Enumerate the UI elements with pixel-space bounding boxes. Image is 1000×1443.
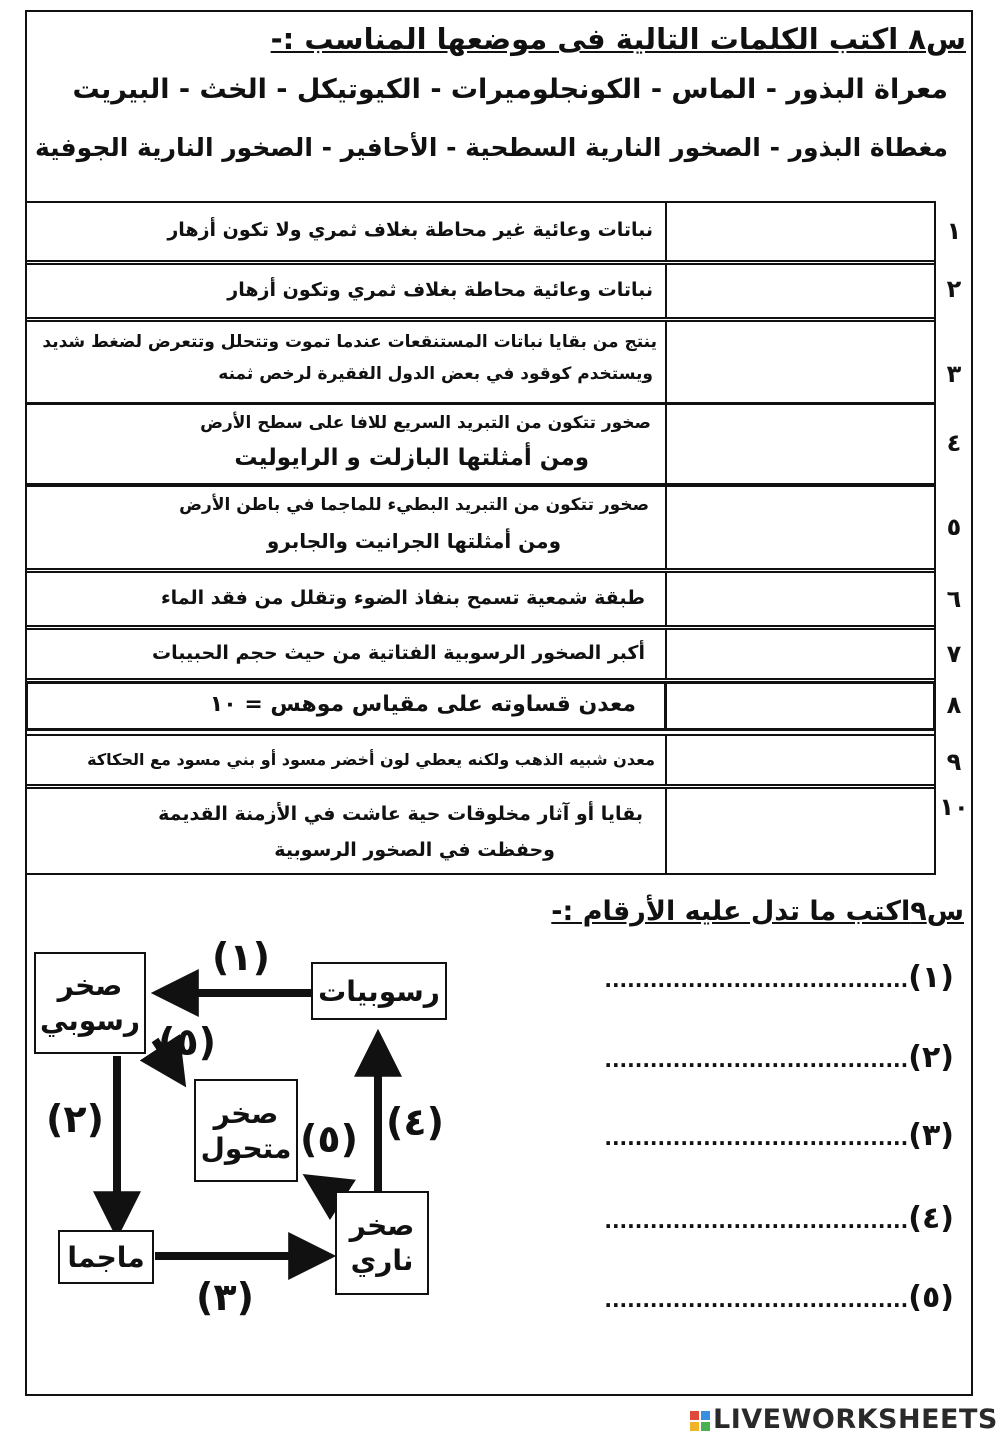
row-number-text: ١٠ bbox=[939, 793, 969, 821]
answer-dots: ........................................ bbox=[604, 968, 909, 992]
row-number-text: ٥ bbox=[946, 513, 962, 541]
box-text: صخر bbox=[349, 1209, 415, 1242]
answer-number: (٤) bbox=[908, 1201, 954, 1236]
row-number-text: ٩ bbox=[946, 748, 962, 776]
watermark-text: LIVEWORKSHEETS bbox=[713, 1404, 998, 1435]
liveworksheets-watermark bbox=[690, 1404, 998, 1435]
definition-text: بقايا أو آثار مخلوقات حية عاشت في الأزمنة القديمة bbox=[158, 803, 643, 825]
answer-number: (٥) bbox=[908, 1280, 954, 1315]
box-text: صخر bbox=[213, 1096, 279, 1130]
answer-dots: ........................................ bbox=[604, 1126, 909, 1150]
definition-text: ويستخدم كوقود في بعض الدول الفقيرة لرخص ثمنه bbox=[218, 364, 653, 384]
row-number-text: ٣ bbox=[946, 360, 962, 388]
arrow-label-3: (٣) bbox=[196, 1275, 254, 1319]
definition-text: أكبر الصخور الرسوبية الفتاتية من حيث حجم الحبيبات bbox=[152, 642, 645, 664]
box-igneous-rock bbox=[335, 1191, 429, 1295]
definition-text: نباتات وعائية غير محاطة بغلاف ثمري ولا تكون أزهار bbox=[167, 219, 653, 241]
box-magma bbox=[58, 1230, 154, 1284]
definition-text: صخور تتكون من التبريد السريع للافا على سطح الأرض bbox=[200, 413, 651, 433]
answer-number: (٣) bbox=[908, 1118, 954, 1153]
arrow-label-2: (٢) bbox=[46, 1097, 104, 1141]
row-number-text: ٦ bbox=[946, 585, 962, 613]
box-text: ناري bbox=[350, 1244, 414, 1277]
definition-text: ينتج من بقايا نباتات المستنقعات عندما تموت وتتحلل وتتعرض لضغط شديد bbox=[42, 332, 657, 352]
box-text: رسوبيات bbox=[318, 974, 440, 1008]
box-text: صخر bbox=[57, 969, 123, 1002]
box-text: متحول bbox=[200, 1131, 292, 1165]
answer-dots: ........................................ bbox=[604, 1288, 909, 1312]
row-number-text: ٧ bbox=[946, 640, 962, 668]
row-number-text: ١ bbox=[946, 217, 962, 245]
box-sedimentary-rock bbox=[34, 952, 146, 1054]
box-sediments bbox=[311, 962, 447, 1020]
word-bank-line-2: مغطاة البذور - الصخور النارية السطحية - الأحافير - الصخور النارية الجوفية bbox=[34, 133, 948, 162]
answer-number: (١) bbox=[908, 960, 954, 995]
definition-text: معدن قساوته على مقياس موهس = ١٠ bbox=[209, 692, 636, 717]
definition-text: نباتات وعائية محاطة بغلاف ثمري وتكون أزهار bbox=[227, 279, 653, 301]
arrow-label-5a: (٥) bbox=[158, 1020, 216, 1064]
arrow-label-5b: (٥) bbox=[300, 1117, 358, 1161]
answer-dots: ........................................ bbox=[604, 1048, 909, 1072]
question-9-title: س٩اكتب ما تدل عليه الأرقام :- bbox=[551, 896, 964, 927]
question-8-title: س٨ اكتب الكلمات التالية فى موضعها المناسب :- bbox=[270, 22, 966, 56]
definition-text: معدن شبيه الذهب ولكنه يعطي لون أخضر مسود أو بني مسود مع الحكاكة bbox=[87, 750, 655, 769]
row-number-text: ٢ bbox=[946, 275, 962, 303]
answer-number: (٢) bbox=[908, 1040, 954, 1075]
answer-dots: ........................................ bbox=[604, 1209, 909, 1233]
logo-icon bbox=[690, 1407, 710, 1427]
box-text: ماجما bbox=[67, 1240, 145, 1274]
definition-text: ومن أمثلتها الجرانيت والجابرو bbox=[266, 529, 561, 553]
word-bank-line-1: معراة البذور - الماس - الكونجلوميرات - الكيوتيكل - الخث - البيريت bbox=[72, 74, 948, 105]
box-metamorphic-rock bbox=[194, 1079, 298, 1182]
definition-text: ومن أمثلتها البازلت و الرايوليت bbox=[234, 445, 589, 471]
row-number-text: ٤ bbox=[946, 429, 962, 457]
definition-text: صخور تتكون من التبريد البطيء للماجما في باطن الأرض bbox=[179, 495, 649, 515]
arrow-label-4: (٤) bbox=[386, 1100, 444, 1144]
row-number-text: ٨ bbox=[946, 691, 962, 719]
definition-text: وحفظت في الصخور الرسوبية bbox=[274, 839, 555, 861]
arrow-label-1: (١) bbox=[212, 935, 270, 979]
definition-text: طبقة شمعية تسمح بنفاذ الضوء وتقلل من فقد الماء bbox=[160, 587, 645, 609]
box-text: رسوبي bbox=[39, 1004, 141, 1037]
